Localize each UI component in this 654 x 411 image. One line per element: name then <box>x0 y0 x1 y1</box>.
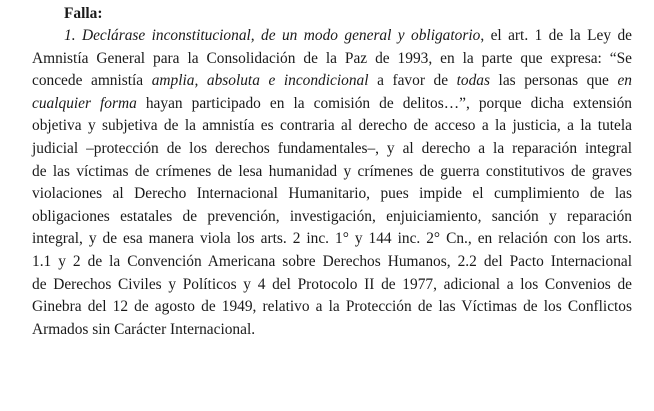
text-segment: hayan participado en la comisión de delitos…”, porque dicha extensión <box>136 94 633 112</box>
italic-text: 1. Declárase inconstitucional, de un modo general y obligatorio <box>64 27 481 44</box>
paragraph-line <box>32 206 632 228</box>
paragraph-line <box>32 161 632 183</box>
paragraph-line <box>32 228 632 250</box>
italic-text: cualquier forma <box>32 94 137 112</box>
paragraph-line <box>32 48 632 70</box>
italic-text: amplia, absoluta e incondicional <box>151 72 369 90</box>
paragraph-line <box>32 251 632 273</box>
italic-text: en <box>617 72 632 90</box>
text-segment: integral, y de esa manera viola los arts. 2 inc. 1° y 144 inc. 2° Cn., en relación con los arts. <box>32 230 632 248</box>
paragraph-line <box>32 93 632 115</box>
text-segment: concede amnistía <box>32 72 152 90</box>
italic-text: todas <box>456 72 490 90</box>
paragraph-line <box>32 70 632 92</box>
text-segment: Amnistía General para la Consolidación de la Paz de 1993, en la parte que expresa: “Se <box>32 49 632 67</box>
text-segment: de las víctimas de crímenes de lesa humanidad y crímenes de guerra constitutivos de graves <box>32 162 632 180</box>
ruling-heading: Falla: <box>64 5 103 22</box>
text-segment: 1.1 y 2 de la Convención Americana sobre Derechos Humanos, 2.2 del Pacto Internacional <box>32 253 632 270</box>
text-segment: Ginebra del 12 de agosto de 1949, relativo a la Protección de las Víctimas de los Conflictos <box>32 298 632 316</box>
text-segment: las personas que <box>489 72 618 90</box>
paragraph-line <box>64 25 632 47</box>
text-segment: a favor de <box>368 72 457 90</box>
paragraph-line <box>32 296 632 318</box>
text-segment: objetiva y subjetiva de la amnistía es contraria al derecho de acceso a la justicia, a la tutela <box>32 117 632 135</box>
text-segment: Armados sin Carácter Internacional. <box>32 320 256 338</box>
text-segment: de Derechos Civiles y Políticos y 4 del Protocolo II de 1977, adicional a los Convenios de <box>32 275 632 293</box>
paragraph-line <box>32 274 632 296</box>
text-segment: , el art. 1 de la Ley de <box>480 27 632 44</box>
text-segment: obligaciones estatales de prevención, investigación, enjuiciamiento, sanción y reparación <box>32 207 632 225</box>
paragraph-line <box>32 115 632 137</box>
paragraph-line <box>32 138 632 160</box>
paragraph-line <box>32 183 632 205</box>
text-segment: judicial –protección de los derechos fundamentales–, y al derecho a la reparación integral <box>32 140 632 157</box>
paragraph-line <box>32 319 632 341</box>
text-segment: violaciones al Derecho Internacional Humanitario, pues impide el cumplimiento de las <box>32 185 632 203</box>
